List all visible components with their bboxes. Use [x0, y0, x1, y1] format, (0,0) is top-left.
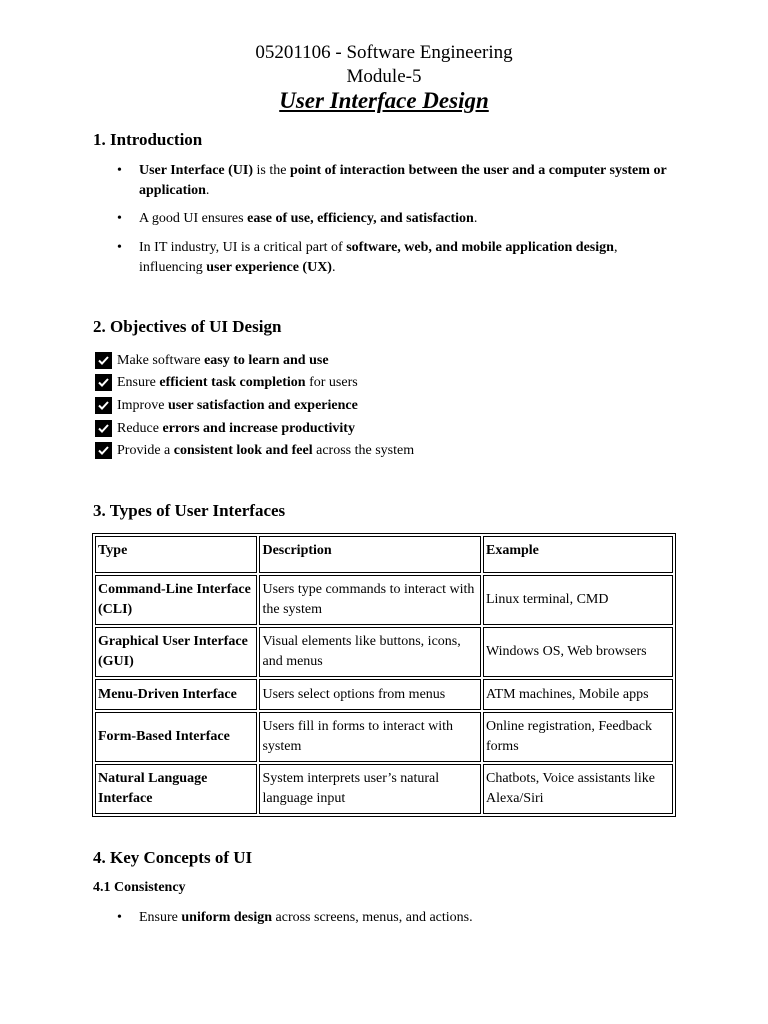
subsection-heading-consistency: 4.1 Consistency: [93, 880, 186, 895]
objective-text: Provide a: [117, 443, 174, 458]
objective-text: Ensure: [117, 375, 160, 390]
bullet-text: , influencing: [139, 240, 618, 275]
table-cell: Chatbots, Voice assistants like Alexa/Siri: [483, 764, 673, 814]
table-row: [95, 712, 673, 762]
bullet-text: software, web, and mobile application design: [346, 240, 614, 255]
intro-bullet-2: [117, 209, 677, 229]
table-cell: Visual elements like buttons, icons, and menus: [259, 627, 481, 677]
table-cell: ATM machines, Mobile apps: [483, 679, 673, 710]
objective-text: user satisfaction and experience: [167, 398, 358, 413]
bullet-dot-icon: •: [117, 910, 122, 925]
bullet-text: A good UI ensures: [139, 211, 248, 226]
bullet-text: across screens, menus, and actions.: [272, 910, 473, 925]
bullet-dot-icon: •: [117, 211, 122, 226]
consistency-bullet: [117, 908, 677, 928]
ui-types-table: [92, 533, 676, 817]
bullet-dot-icon: •: [117, 163, 122, 178]
objective-text: consistent look and feel: [173, 443, 313, 458]
section-heading-concepts: 4. Key Concepts of UI: [93, 848, 253, 867]
objective-text: Make software: [117, 353, 205, 368]
objective-item: [95, 397, 358, 415]
bullet-text: ease of use, efficiency, and satisfaction: [247, 211, 474, 226]
table-row: [95, 764, 673, 814]
page-title: User Interface Design: [279, 88, 489, 113]
section-heading-introduction: 1. Introduction: [93, 130, 203, 149]
module-label: Module-5: [346, 66, 422, 87]
objective-text: across the system: [312, 443, 415, 458]
intro-bullet-1: [117, 161, 677, 201]
table-cell: Linux terminal, CMD: [483, 575, 673, 625]
checkmark-icon: [95, 374, 112, 391]
table-cell: System interprets user’s natural language input: [259, 764, 481, 814]
bullet-text: is the: [253, 163, 290, 178]
bullet-text: uniform design: [181, 910, 273, 925]
table-row: [95, 679, 673, 710]
checkmark-icon: [95, 442, 112, 459]
table-cell: Users select options from menus: [259, 679, 481, 710]
table-cell: Users type commands to interact with the system: [259, 575, 481, 625]
table-cell: Menu-Driven Interface: [95, 679, 257, 710]
objective-text: easy to learn and use: [204, 353, 329, 368]
objective-item: [95, 420, 355, 438]
column-header: Type: [95, 536, 257, 573]
table-cell: Online registration, Feedback forms: [483, 712, 673, 762]
table-header-row: [95, 536, 673, 573]
table-cell: Command-Line Interface (CLI): [95, 575, 257, 625]
checkmark-icon: [95, 397, 112, 414]
bullet-text: user experience (UX): [206, 260, 332, 275]
objective-item: [95, 374, 358, 392]
intro-bullet-3: [117, 238, 677, 278]
section-heading-types: 3. Types of User Interfaces: [93, 501, 286, 520]
bullet-text: Ensure: [139, 910, 182, 925]
objective-text: Improve: [117, 398, 168, 413]
bullet-text: In IT industry, UI is a critical part of: [139, 240, 347, 255]
objective-item: [95, 352, 329, 370]
table-cell: Windows OS, Web browsers: [483, 627, 673, 677]
bullet-text: .: [205, 183, 210, 198]
bullet-dot-icon: •: [117, 240, 122, 255]
table-cell: Users fill in forms to interact with system: [259, 712, 481, 762]
table-row: [95, 627, 673, 677]
table-cell: Natural Language Interface: [95, 764, 257, 814]
objective-text: errors and increase productivity: [162, 421, 355, 436]
objective-item: [95, 442, 414, 460]
objective-text: efficient task completion: [159, 375, 306, 390]
table-cell: Form-Based Interface: [95, 712, 257, 762]
table-row: [95, 575, 673, 625]
bullet-text: .: [331, 260, 336, 275]
course-title: 05201106 - Software Engineering: [255, 42, 513, 63]
objective-text: Reduce: [117, 421, 163, 436]
objective-text: for users: [305, 375, 358, 390]
checkmark-icon: [95, 420, 112, 437]
section-heading-objectives: 2. Objectives of UI Design: [93, 317, 282, 336]
bullet-text: point of interaction between the user and a computer system or application: [139, 163, 667, 198]
column-header: Example: [483, 536, 673, 573]
checkmark-icon: [95, 352, 112, 369]
table-cell: Graphical User Interface (GUI): [95, 627, 257, 677]
bullet-text: User Interface (UI): [139, 163, 254, 178]
column-header: Description: [259, 536, 481, 573]
bullet-text: .: [473, 211, 478, 226]
